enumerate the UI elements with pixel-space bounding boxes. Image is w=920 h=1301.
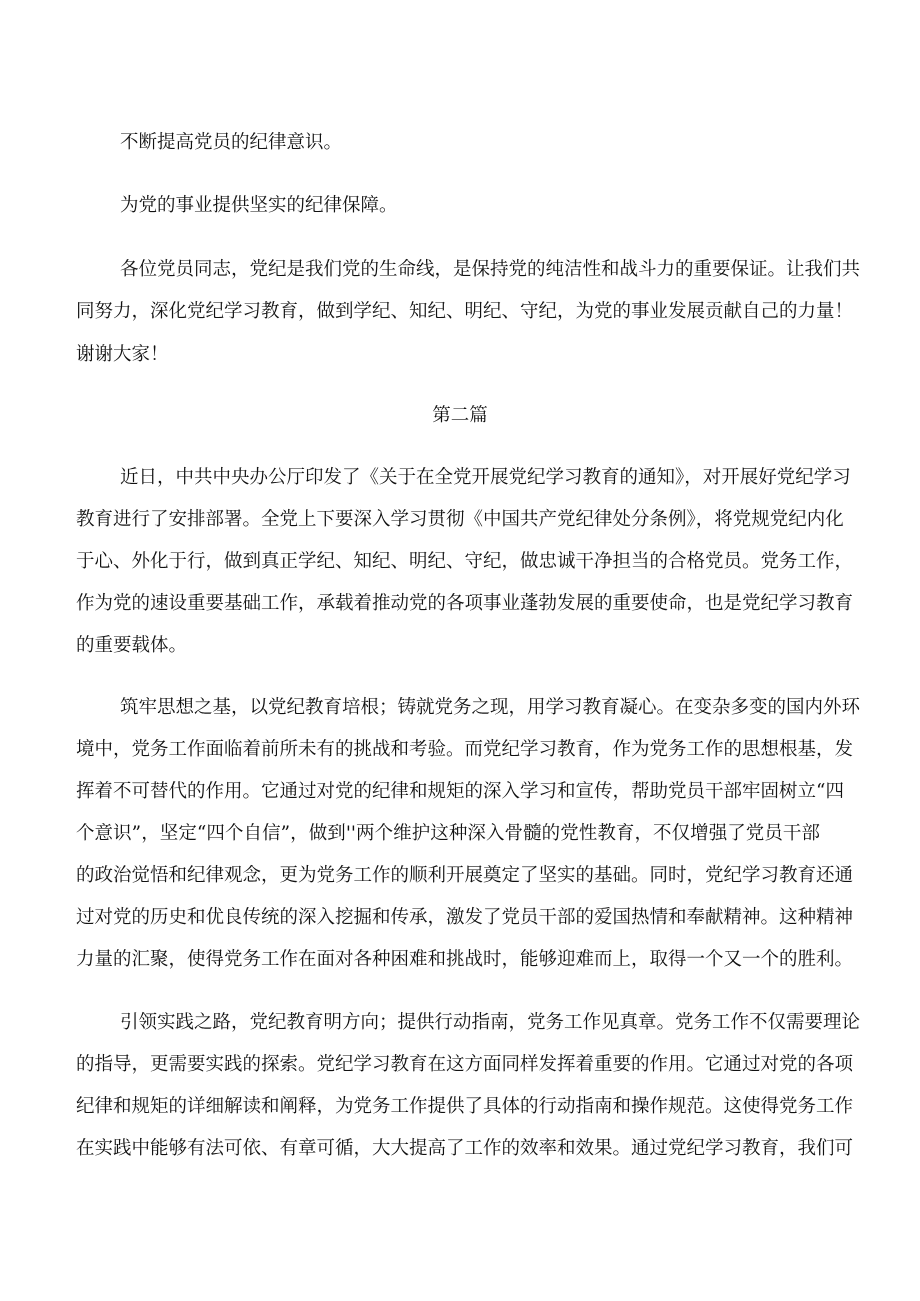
text-line: 个意识”，坚定“四个自信”，做到''两个维护这种深入骨髓的党性教育，不仅增强了党员干部 bbox=[76, 823, 820, 844]
text-line: 各位党员同志，党纪是我们党的生命线，是保持党的纯洁性和战斗力的重要保证。让我们共 bbox=[120, 259, 861, 280]
text-line: 的政治觉悟和纪律观念，更为党务工作的顺利开展奠定了坚实的基础。同时，党纪学习教育还通 bbox=[76, 865, 854, 886]
text-line: 挥着不可替代的作用。它通过对党的纪律和规矩的深入学习和宣传，帮助党员干部牢固树立“四 bbox=[76, 781, 844, 802]
text-line: 谢谢大家！ bbox=[76, 344, 169, 365]
text-line: 于心、外化于行，做到真正学纪、知纪、明纪、守纪，做忠诚干净担当的合格党员。党务工作， bbox=[76, 551, 854, 572]
text-line: 同努力，深化党纪学习教育，做到学纪、知纪、明纪、守纪，为党的事业发展贡献自己的力量！ bbox=[76, 301, 854, 322]
section-heading: 第二篇 bbox=[432, 405, 488, 426]
text-line: 力量的汇聚，使得党务工作在面对各种困难和挑战时，能够迎难而上，取得一个又一个的胜利。 bbox=[76, 949, 854, 970]
text-line: 引领实践之路，党纪教育明方向；提供行动指南，党务工作见真章。党务工作不仅需要理论 bbox=[120, 1012, 861, 1033]
text-line: 教育进行了安排部署。全党上下要深入学习贯彻《中国共产党纪律处分条例》，将党规党纪内化 bbox=[76, 509, 844, 530]
text-line: 境中，党务工作面临着前所未有的挑战和考验。而党纪学习教育，作为党务工作的思想根基，发 bbox=[76, 739, 854, 760]
text-line: 为党的事业提供坚实的纪律保障。 bbox=[120, 195, 398, 216]
text-line: 近日，中共中央办公厅印发了《关于在全党开展党纪学习教育的通知》，对开展好党纪学习 bbox=[120, 467, 851, 488]
text-line: 筑牢思想之基，以党纪教育培根；铸就党务之现，用学习教育凝心。在变杂多变的国内外环 bbox=[120, 697, 861, 718]
text-line: 不断提高党员的纪律意识。 bbox=[120, 132, 343, 153]
text-line: 的指导，更需要实践的探索。党纪学习教育在这方面同样发挥着重要的作用。它通过对党的各项 bbox=[76, 1054, 854, 1075]
text-line: 纪律和规矩的详细解读和阐释，为党务工作提供了具体的行动指南和操作规范。这使得党务工作 bbox=[76, 1096, 854, 1117]
text-line: 的重要载体。 bbox=[76, 635, 188, 656]
text-line: 在实践中能够有法可依、有章可循，大大提高了工作的效率和效果。通过党纪学习教育，我们可 bbox=[76, 1138, 854, 1159]
text-line: 过对党的历史和优良传统的深入挖掘和传承，激发了党员干部的爱国热情和奉献精神。这种精神 bbox=[76, 907, 854, 928]
text-line: 作为党的速设重要基础工作，承载着推动党的各项事业蓬勃发展的重要使命，也是党纪学习教育 bbox=[76, 593, 854, 614]
